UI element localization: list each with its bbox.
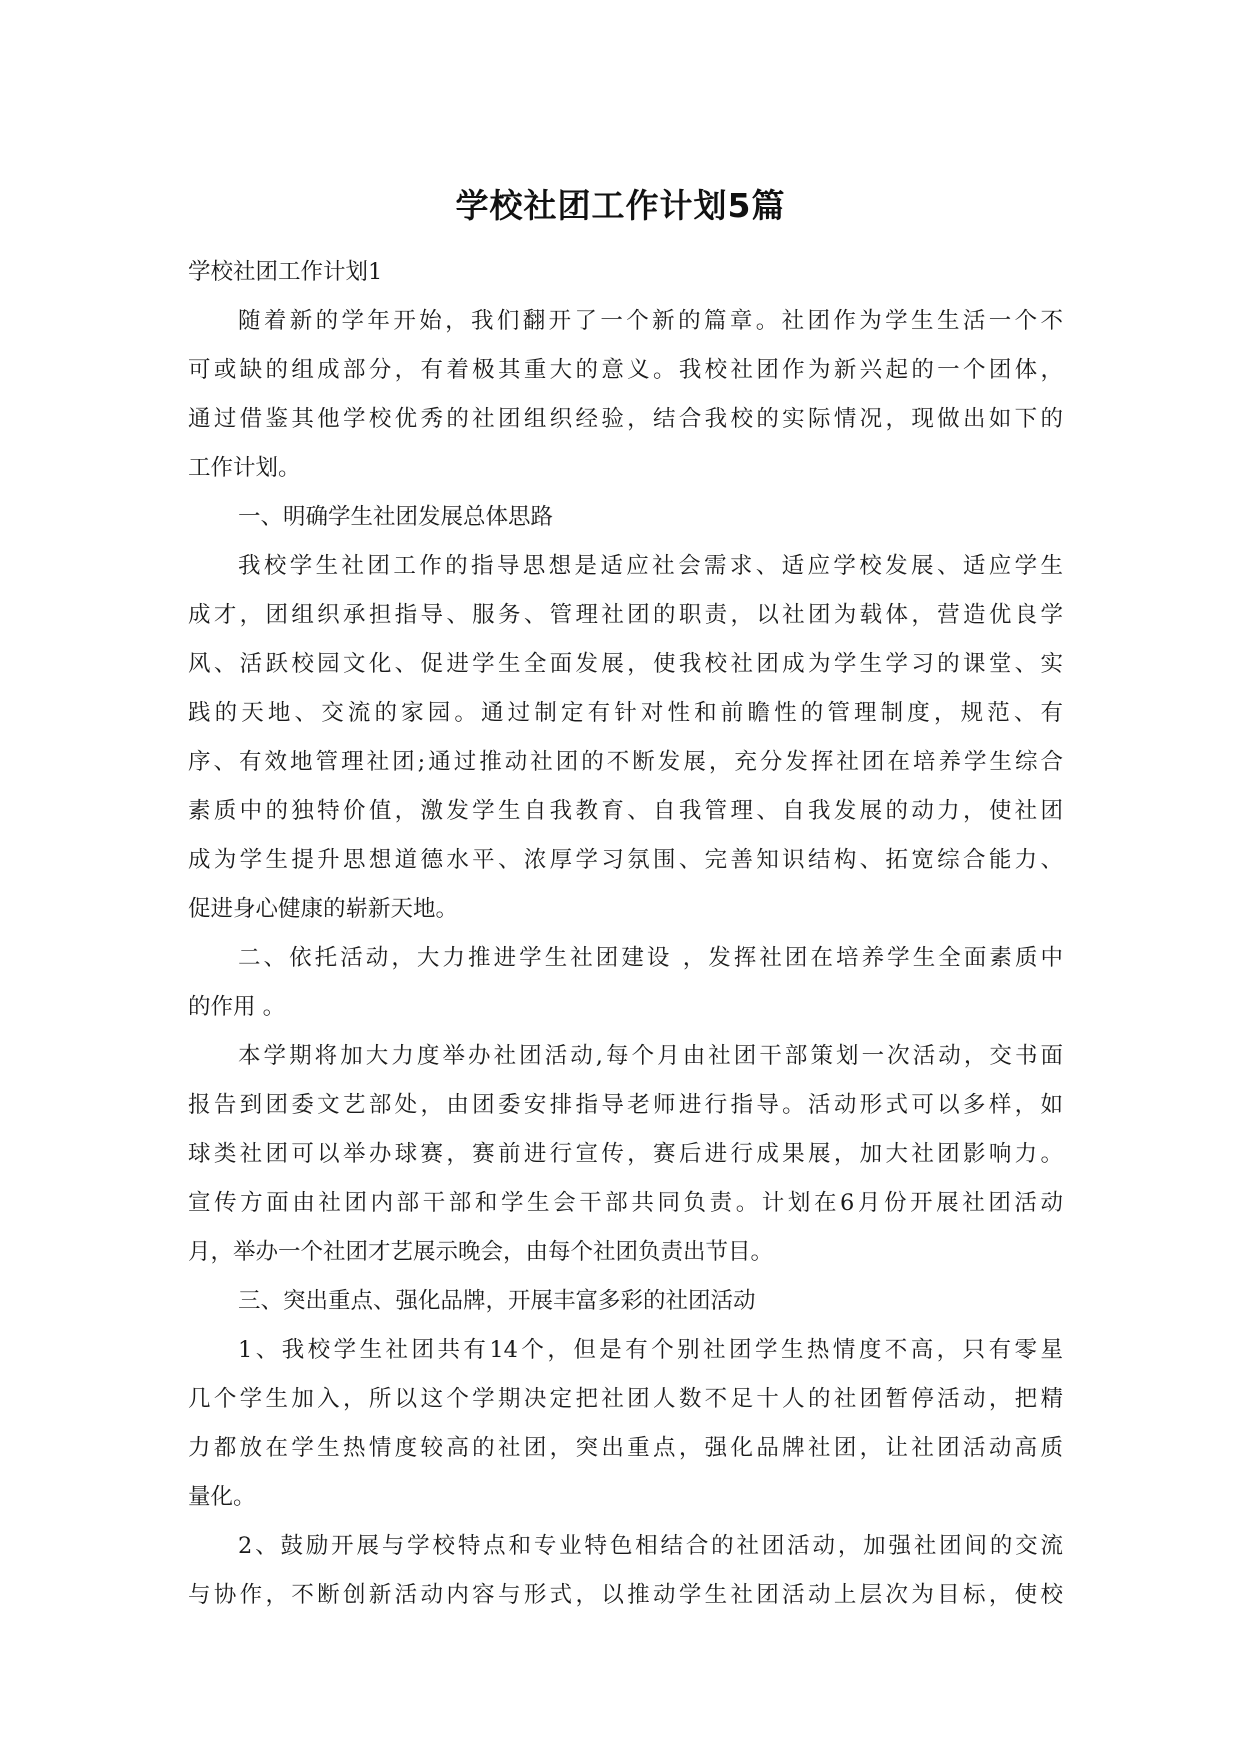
- paragraph-line: 宣传方面由社团内部干部和学生会干部共同负责。计划在6月份开展社团活动: [188, 1190, 1063, 1216]
- paragraph-line: 1、我校学生社团共有14个，但是有个别社团学生热情度不高，只有零星: [238, 1337, 1063, 1363]
- paragraph-line: 力都放在学生热情度较高的社团，突出重点，强化品牌社团，让社团活动高质: [188, 1435, 1063, 1461]
- paragraph-line: 践的天地、交流的家园。通过制定有针对性和前瞻性的管理制度，规范、有: [188, 700, 1063, 726]
- subheading: 的作用 。: [188, 994, 286, 1020]
- section-heading: 学校社团工作计划1: [188, 259, 383, 285]
- paragraph-line: 2、鼓励开展与学校特点和专业特色相结合的社团活动，加强社团间的交流: [238, 1533, 1063, 1559]
- paragraph-line: 成才，团组织承担指导、服务、管理社团的职责，以社团为载体，营造优良学: [188, 602, 1063, 628]
- paragraph-line: 球类社团可以举办球赛，赛前进行宣传，赛后进行成果展，加大社团影响力。: [188, 1141, 1063, 1167]
- paragraph-line: 月，举办一个社团才艺展示晚会，由每个社团负责出节目。: [188, 1239, 774, 1265]
- paragraph-line: 量化。: [188, 1484, 256, 1510]
- paragraph-line: 几个学生加入，所以这个学期决定把社团人数不足十人的社团暂停活动，把精: [188, 1386, 1063, 1412]
- paragraph-line: 本学期将加大力度举办社团活动,每个月由社团干部策划一次活动，交书面: [238, 1043, 1063, 1069]
- paragraph-line: 促进身心健康的崭新天地。: [188, 896, 459, 922]
- document-title: 学校社团工作计划5篇: [455, 186, 786, 225]
- subheading: 三、突出重点、强化品牌，开展丰富多彩的社团活动: [238, 1288, 756, 1314]
- paragraph-line: 与协作，不断创新活动内容与形式，以推动学生社团活动上层次为目标，使校: [188, 1582, 1063, 1608]
- subheading: 二、依托活动，大力推进学生社团建设 ，发挥社团在培养学生全面素质中: [238, 945, 1063, 971]
- paragraph-line: 素质中的独特价值，激发学生自我教育、自我管理、自我发展的动力，使社团: [188, 798, 1063, 824]
- subheading: 一、明确学生社团发展总体思路: [238, 504, 554, 530]
- paragraph-line: 我校学生社团工作的指导思想是适应社会需求、适应学校发展、适应学生: [238, 553, 1063, 579]
- paragraph-line: 可或缺的组成部分，有着极其重大的意义。我校社团作为新兴起的一个团体，: [188, 357, 1063, 383]
- paragraph-line: 随着新的学年开始，我们翻开了一个新的篇章。社团作为学生生活一个不: [238, 308, 1063, 334]
- paragraph-line: 报告到团委文艺部处，由团委安排指导老师进行指导。活动形式可以多样，如: [188, 1092, 1063, 1118]
- paragraph-line: 成为学生提升思想道德水平、浓厚学习氛围、完善知识结构、拓宽综合能力、: [188, 847, 1063, 873]
- paragraph-line: 通过借鉴其他学校优秀的社团组织经验，结合我校的实际情况，现做出如下的: [188, 406, 1063, 432]
- paragraph-line: 工作计划。: [188, 455, 301, 481]
- paragraph-line: 序、有效地管理社团;通过推动社团的不断发展，充分发挥社团在培养学生综合: [188, 749, 1063, 775]
- paragraph-line: 风、活跃校园文化、促进学生全面发展，使我校社团成为学生学习的课堂、实: [188, 651, 1063, 677]
